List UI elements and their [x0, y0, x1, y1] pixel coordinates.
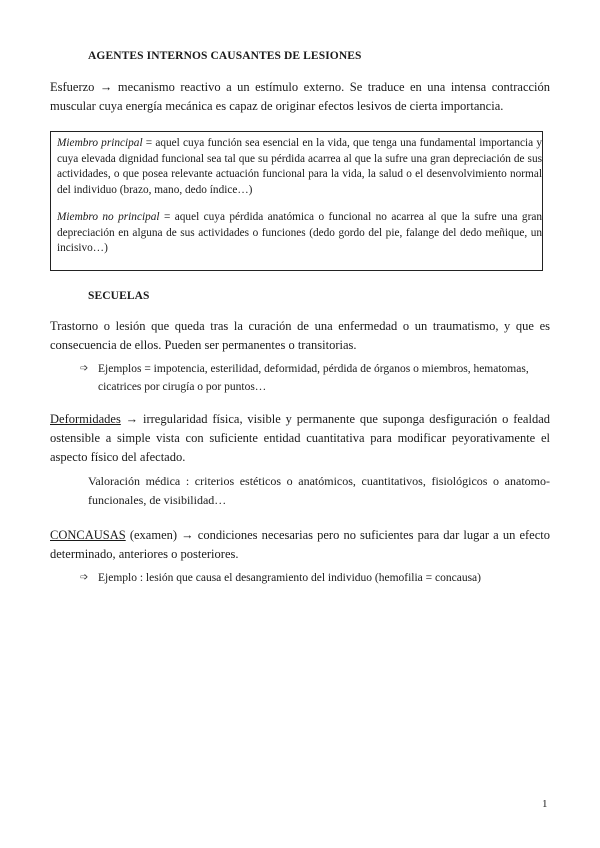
term-concausas: CONCAUSAS [50, 528, 126, 542]
bullet-ejemplo-concausa [80, 569, 550, 587]
paragraph-deformidades [50, 410, 550, 467]
miembro-principal-paragraph [57, 136, 542, 198]
esfuerzo-definition: mecanismo reactivo a un estímulo externo. Se traduce en una intensa contracción muscular cuya energía mecánica es capaz de originar efectos lesivos de cierta importancia. [50, 80, 551, 113]
paragraph-esfuerzo [50, 78, 550, 116]
arrow-icon: → [181, 528, 194, 542]
deformidades-definition: irregularidad física, visible y permanente que suponga desfiguración o fealdad ostensible a simple vista con suficiente entidad cuantitativa para modificar peyorativamente el aspecto físico del afectado. [50, 412, 550, 464]
box-miembros [50, 131, 543, 271]
paragraph-concausas [50, 526, 550, 564]
miembro-principal-definition: = aquel cuya función sea esencial en la vida, que tenga una fundamental importancia y cuya elevada dignidad funcional sea tal que su pérdida acarrea al que la sufre una gran depreciación de sus actividades, o que posea relevante actuación funcional para la vida, la salud o el desenvolvimiento normal del individuo (brazo, mano, dedo índice…) [57, 137, 543, 196]
bullet-ejemplo-concausa-text: Ejemplo : lesión que causa el desangramiento del individuo (hemofilia = concausa) [98, 572, 481, 584]
term-miembro-no-principal: Miembro no principal [57, 211, 160, 223]
term-miembro-principal: Miembro principal [57, 137, 143, 149]
bullet-ejemplos-text: Ejemplos = impotencia, esterilidad, deformidad, pérdida de órganos o miembros, hematomas, cicatrices por cirugía o por puntos… [98, 363, 529, 393]
arrow-bullet-icon: ➩ [80, 572, 89, 583]
miembro-no-principal-definition: = aquel cuya pérdida anatómica o funcional no acarrea al que la sufre una gran depreciación en alguna de sus actividades o funciones (dedo gordo del pie, falange del dedo meñique, un incisivo…) [57, 211, 542, 254]
concausas-paren: (examen) [129, 528, 178, 542]
miembro-no-principal-paragraph [57, 210, 542, 257]
heading-agentes-internos: AGENTES INTERNOS CAUSANTES DE LESIONES [88, 50, 362, 62]
term-esfuerzo: Esfuerzo [50, 80, 95, 94]
paragraph-valoracion: Valoración médica : criterios estéticos o anatómicos, cuantitativos, fisiológicos o anatomo-funcionales, de visibilidad… [88, 474, 550, 507]
term-deformidades: Deformidades [50, 412, 121, 426]
arrow-icon: → [125, 412, 139, 426]
paragraph-secuelas: Trastorno o lesión que queda tras la curación de una enfermedad o un traumatismo, y que es consecuencia de ellos. Pueden ser permanentes o transitorias. [50, 319, 550, 352]
arrow-bullet-icon: ➩ [80, 363, 89, 374]
bullet-ejemplos [80, 360, 550, 396]
concausas-definition: condiciones necesarias pero no suficientes para dar lugar a un efecto determinado, anteriores o posteriores. [50, 528, 550, 561]
heading-secuelas: SECUELAS [88, 290, 150, 302]
arrow-icon: → [99, 80, 113, 94]
page-number: 1 [542, 798, 548, 810]
